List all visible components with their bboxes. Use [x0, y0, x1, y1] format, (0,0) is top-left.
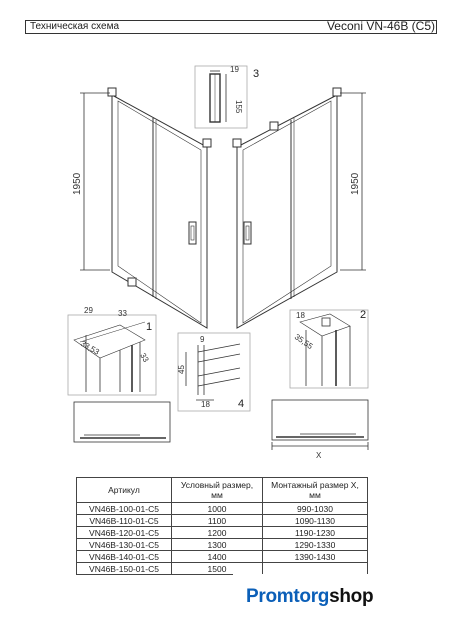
- brand-logo[interactable]: [246, 586, 373, 608]
- detail2-dim-b: 35,55: [292, 332, 315, 352]
- specification-table: [76, 477, 368, 575]
- detail2-dim-a: 18: [296, 311, 305, 320]
- detail1-dim-c: 33,53: [79, 338, 101, 357]
- cell: VN46B-150-01-C5: [77, 563, 172, 575]
- detail4-number: 4: [238, 398, 245, 410]
- detail1-dim-a: 29: [84, 306, 93, 315]
- table-row: [77, 527, 368, 539]
- x-dimension-label: X: [316, 451, 322, 460]
- detail1-dim-b: 33: [118, 309, 127, 318]
- left-door-panel: [108, 88, 211, 328]
- cell: [263, 563, 368, 575]
- detail-2: [290, 310, 368, 388]
- handle-detail: [195, 66, 247, 128]
- cell: 1200: [172, 527, 263, 539]
- right-door-panel: [233, 88, 341, 328]
- brand-part-2: shop: [329, 586, 374, 607]
- cell: 1000: [172, 503, 263, 515]
- cell: 1300: [172, 539, 263, 551]
- header-title-right: Veconi VN-46B (C5): [326, 19, 435, 33]
- cell: VN46B-140-01-C5: [77, 551, 172, 563]
- detail2-number: 2: [360, 309, 367, 321]
- cell: VN46B-100-01-C5: [77, 503, 172, 515]
- detail4-dim-a: 9: [200, 335, 205, 344]
- table-header-row: [77, 478, 368, 503]
- cell: 990-1030: [263, 503, 368, 515]
- height-label-left: 1950: [72, 172, 83, 195]
- col-header-mount: Монтажный размер X, мм: [263, 478, 368, 503]
- detail4-dim-b: 45: [177, 365, 186, 374]
- handle-detail-number: 3: [253, 68, 260, 80]
- table-row: [77, 503, 368, 515]
- cell: 1390-1430: [263, 551, 368, 563]
- plan-view-right: [272, 400, 368, 450]
- detail4-dim-c: 18: [201, 400, 210, 409]
- height-dimension-left: [80, 93, 110, 270]
- col-header-size: Условный размер, мм: [172, 478, 263, 503]
- brand-part-1: Promtorg: [246, 586, 330, 607]
- cell: VN46B-110-01-C5: [77, 515, 172, 527]
- col-header-article: Артикул: [77, 478, 172, 503]
- height-label-right: 1950: [350, 172, 361, 195]
- cell: 1190-1230: [263, 527, 368, 539]
- handle-width-label: 19: [230, 65, 239, 74]
- cell: 1290-1330: [263, 539, 368, 551]
- detail1-number: 1: [146, 321, 153, 333]
- table-row: [77, 563, 368, 575]
- cell: 1400: [172, 551, 263, 563]
- table-row: [77, 515, 368, 527]
- cell: 1100: [172, 515, 263, 527]
- table-row: [77, 539, 368, 551]
- detail1-dim-d: 33: [138, 351, 151, 364]
- cell: 1090-1130: [263, 515, 368, 527]
- cell: VN46B-130-01-C5: [77, 539, 172, 551]
- header-title-left: Техническая схема: [30, 21, 120, 32]
- handle-height-label: 155: [234, 100, 243, 114]
- plan-view-left: [74, 402, 170, 442]
- table-row: [77, 551, 368, 563]
- cell: 1500: [172, 563, 263, 575]
- cell: VN46B-120-01-C5: [77, 527, 172, 539]
